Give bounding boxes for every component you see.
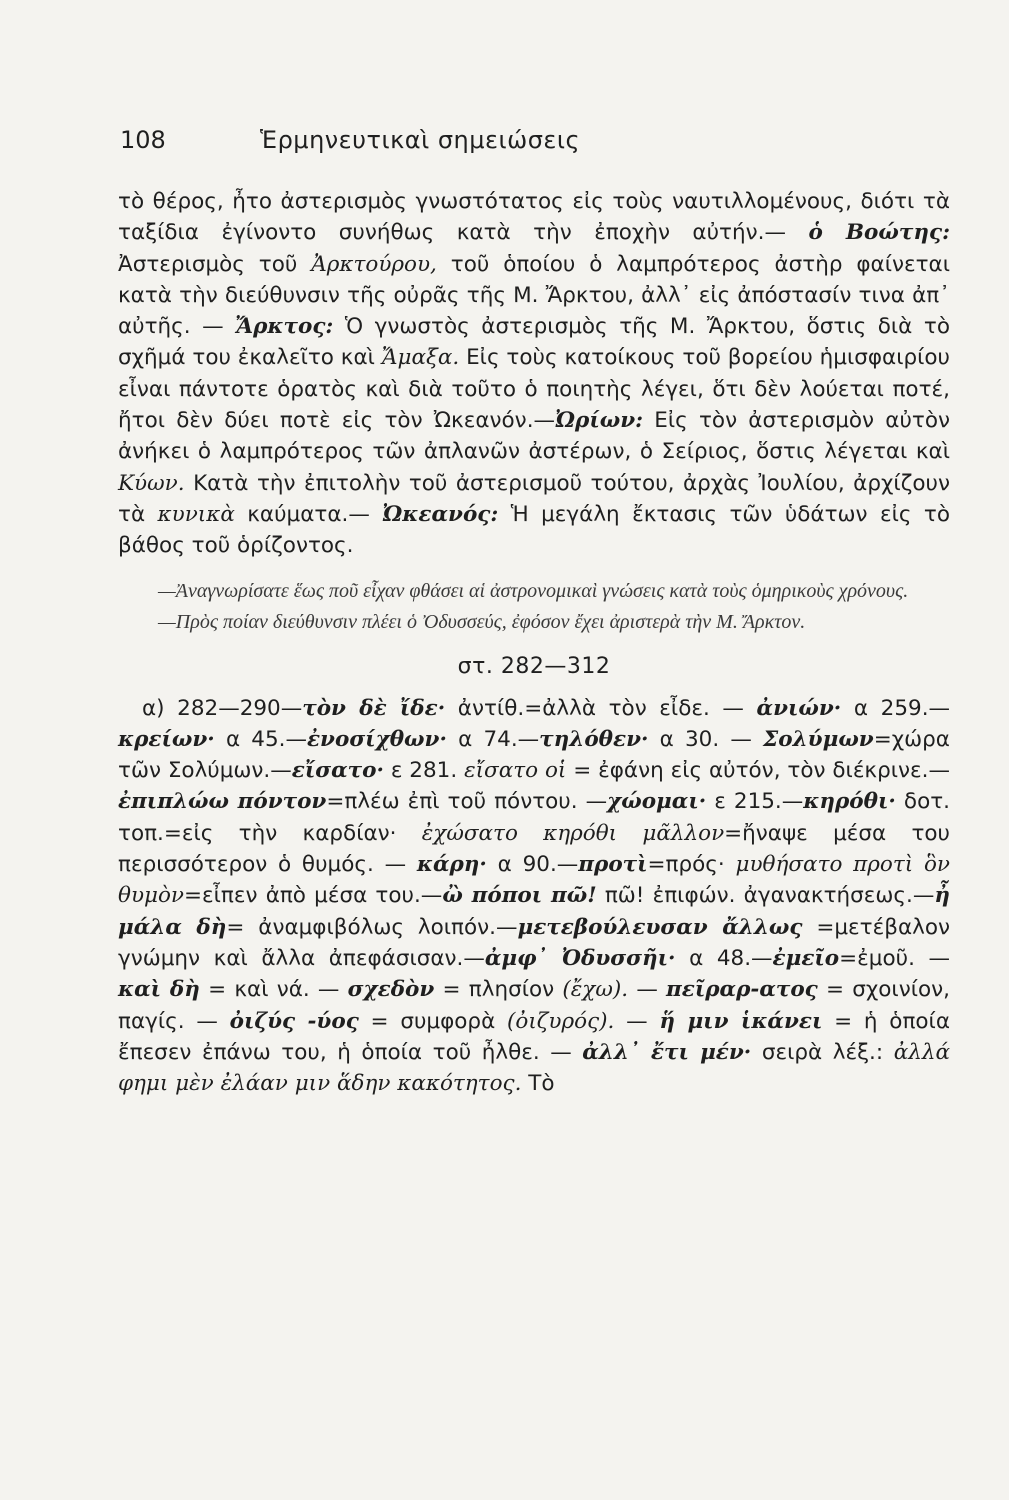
text-run: = ἐφάνη εἰς αὐτόν, τὸν διέκρινε.— [566, 758, 950, 784]
lemma-term: κηρόθι· [803, 789, 896, 815]
quoted-phrase: μυθήσατο προτὶ ὃν θυμὸν [118, 852, 950, 909]
lemma-term: ἐμεῖο [772, 945, 840, 971]
quoted-phrase: Ἀρκτούρου, [311, 251, 437, 277]
quoted-phrase: (ὀιζυρός). [507, 1008, 615, 1034]
main-text [118, 186, 950, 1099]
verses-heading: στ. 282—312 [457, 653, 611, 679]
lemma-term: ὁ Βοώτης: [808, 220, 950, 246]
quoted-phrase: εἴσατο οἱ [464, 758, 567, 784]
notes-section [118, 693, 950, 1100]
lemma-term: Ὠκεανός: [382, 501, 499, 527]
text-run: ε 215.— [706, 789, 804, 815]
text-run: Ὁ γνωστὸς ἀστερισμὸς τῆς Μ. Ἄρκτου, ὅστις διὰ τὸ σχῆμά του ἐκαλεῖτο καὶ [118, 314, 950, 371]
text-run: Κατὰ τὴν ἐπιτολὴν τοῦ ἀστερισμοῦ τούτου, ἀρχὰς Ἰουλίου, ἀρχίζουν τὰ [118, 470, 950, 527]
text-run: τοῦ ὁποίου ὁ λαμπρότερος ἀστὴρ φαίνεται κατὰ τὴν διεύθυνσιν τῆς οὐρᾶς τῆς Μ. Ἄρκτου, ἀλλ᾽ εἰς ἀπόστασίν τινα ἀπ᾽ αὐτῆς. — [118, 251, 951, 340]
lemma-term: πεῖραρ-ατος [666, 977, 818, 1003]
text-run: ε 281. [383, 758, 465, 784]
text-run: = ἡ ὁποία ἔπεσεν ἐπάνω του, ἡ ὁποία τοῦ ἦλθε. — [118, 1008, 951, 1065]
question: —Πρὸς ποίαν διεύθυνσιν πλέει ὁ Ὀδυσσεύς, ἐφόσον ἔχει ἀριστερὰ τὴν Μ. Ἄρκτον. [158, 610, 806, 633]
lemma-term: προτὶ [578, 852, 648, 878]
lemma-term: κάρη· [416, 852, 487, 878]
lemma-term: ἦ μάλα δὴ [118, 883, 951, 940]
lemma-term: κρείων· [118, 726, 215, 752]
text-run: =μετέβαλον γνώμην καὶ ἄλλα ἀπεφάσισαν.— [118, 914, 951, 971]
text-run: τὸ θέρος, ἦτο ἀστερισμὸς γνωστότατος εἰς τοὺς ναυτιλλομένους, διότι τὰ ταξίδια ἐγίνοντο συνήθως κατὰ τὴν ἐποχὴν αὐτήν.— [118, 189, 950, 246]
text-run: δοτ. τοπ.=εἰς τὴν καρδίαν· [118, 789, 950, 846]
text-run: =πρός· [647, 852, 736, 878]
text-run: = ἀναμφιβόλως λοιπόν.— [226, 914, 518, 940]
text-run: α 259.— [841, 695, 951, 721]
text-run: καύματα.— [234, 501, 383, 527]
text-run: =χώρα τῶν Σολύμων.— [118, 726, 950, 784]
running-title: Ἑρμηνευτικαὶ σημειώσεις [260, 126, 581, 154]
lemma-term: σχεδὸν [347, 977, 435, 1003]
text-run: = σχοινίον, παγίς. — [118, 977, 950, 1034]
text-run: α 30. — [648, 726, 764, 752]
lemma-term: ὀιζύς -ύος [229, 1008, 359, 1034]
question: —Ἀναγνωρίσατε ἕως ποῦ εἶχαν φθάσει αἱ ἀστρονομικαὶ γνώσεις κατὰ τοὺς ὁμηρικοὺς χρόνους. [158, 579, 909, 602]
text-run: = συμφορὰ [358, 1008, 508, 1034]
page-number: 108 [120, 126, 166, 154]
text-run: = πλησίον [434, 977, 563, 1003]
text-run: σειρὰ λέξ.: [751, 1039, 894, 1065]
quoted-phrase: (ἔχω). [562, 977, 629, 1003]
lemma-term: ἐπιπλώω πόντον [118, 789, 327, 815]
lemma-term: ἥ μιν ἱκάνει [659, 1008, 823, 1034]
text-run: ἀντίθ.=ἀλλὰ τὸν εἶδε. — [445, 695, 757, 721]
glossary-paragraph [118, 186, 950, 562]
lemma-term: Σολύμων [763, 726, 874, 752]
text-run: — [614, 1008, 660, 1034]
text-run: Ἀστερισμὸς τοῦ [118, 251, 312, 277]
lemma-term: Ἄρκτος: [235, 314, 334, 340]
lemma-term: τηλόθεν· [539, 726, 649, 752]
lemma-term: εἴσατο· [291, 758, 384, 784]
lemma-term: καὶ δὴ [118, 977, 200, 1003]
text-run: α 74.— [446, 726, 540, 752]
text-run: α 45.— [214, 726, 307, 752]
text-run: — [628, 977, 667, 1003]
quoted-phrase: Κύων. [118, 470, 185, 496]
text-run: Ἡ μεγάλη ἔκτασις τῶν ὑδάτων εἰς τὸ βάθος τοῦ ὁρίζοντος. [118, 501, 951, 559]
lemma-term: μετεβούλευσαν ἄλλως [517, 914, 803, 940]
quoted-phrase: κυνικὰ [157, 501, 235, 527]
text-run: Εἰς τὸν ἀστερισμὸν αὐτὸν ἀνήκει ὁ λαμπρότερος τῶν ἀπλανῶν ἀστέρων, ὁ Σείριος, ὅστις λέγεται καὶ [118, 408, 950, 465]
notes-paragraph [118, 693, 950, 1100]
text-run: α) 282—290— [142, 695, 303, 721]
lemma-term: ἀμφ᾽ Ὀδυσσῆι· [484, 945, 676, 971]
text-run: =πλέω ἐπὶ τοῦ πόντου. — [326, 789, 608, 815]
lemma-term: χώομαι· [607, 789, 707, 815]
quoted-phrase: ἀλλά φημι μὲν ἐλάαν μιν ἅδην κακότητος. [118, 1039, 950, 1097]
lemma-term: Ὠρίων: [555, 408, 644, 434]
text-run: =ἤναψε μέσα του περισσότερον ὁ θυμός. — [118, 820, 950, 878]
lemma-term: ἐνοσίχθων· [306, 726, 447, 752]
text-run: = καὶ νά. — [199, 977, 348, 1003]
page-header [120, 126, 929, 162]
text-run: α 48.— [675, 945, 773, 971]
text-run: Εἰς τοὺς κατοίκους τοῦ βορείου ἡμισφαιρίου εἶναι πάντοτε ὁρατὸς καὶ διὰ τοῦτο ὁ ποιητὴς λέγει, ὅτι δὲν λούεται ποτέ, ἤτοι δὲν δύει ποτὲ εἰς τὸν Ὠκεανόν.— [118, 345, 951, 434]
lemma-term: ἀλλ᾽ ἔτι μέν· [582, 1039, 752, 1065]
text-run: α 90.— [486, 852, 579, 878]
text-run: =ἐμοῦ. — [839, 945, 950, 971]
lemma-term: ἀνιών· [756, 695, 842, 721]
quoted-phrase: Ἄμαξα. [381, 345, 460, 371]
text-run: =εἶπεν ἀπὸ μέσα του.— [184, 883, 443, 909]
study-questions [118, 576, 950, 638]
lemma-term: ὢ πόποι πῶ! [442, 883, 597, 909]
quoted-phrase: ἐχώσατο κηρόθι μᾶλλον [421, 820, 725, 846]
text-run: πῶ! ἐπιφών. ἀγανακτήσεως.— [596, 883, 935, 909]
lemma-term: τὸν δὲ ἴδε· [302, 695, 446, 721]
text-run: Τὸ [521, 1071, 555, 1097]
